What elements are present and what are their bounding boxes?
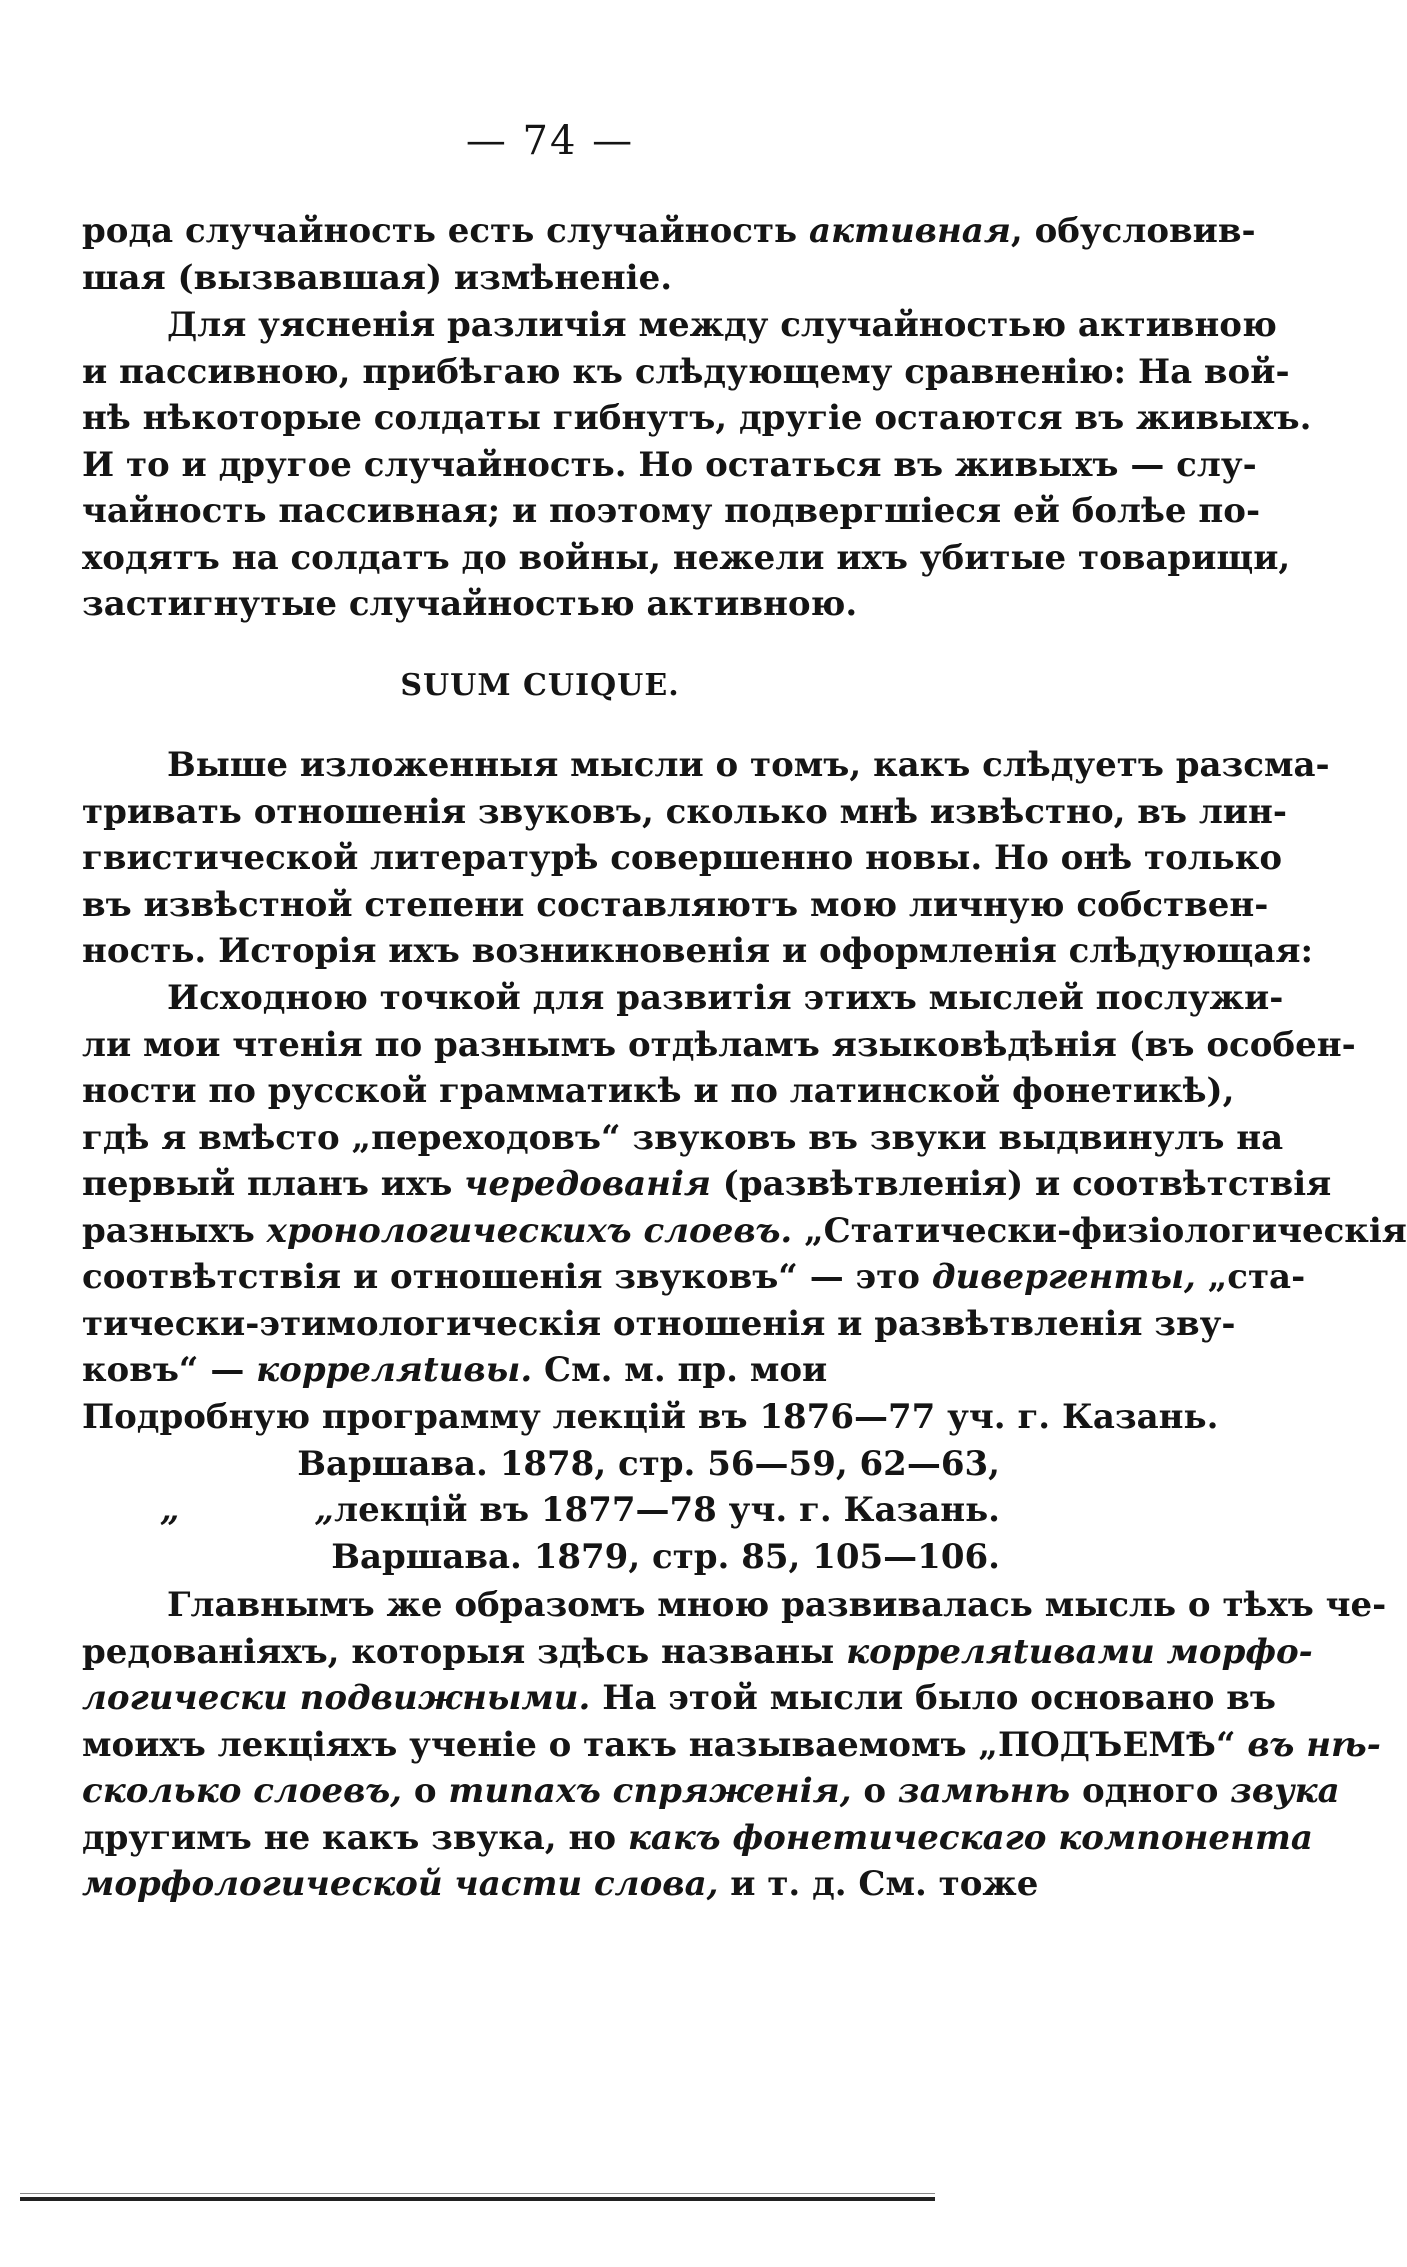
text-run: о [851, 1771, 898, 1811]
text-run: соотвѣтствія и отношенія звуковъ“ — это [82, 1257, 932, 1297]
text-run: другимъ не какъ звука, но [82, 1817, 628, 1858]
text-line [82, 208, 1256, 255]
text-run: (развѣтвленія) и соотвѣтствія [710, 1164, 1332, 1204]
bottom-rule [20, 2197, 935, 2201]
ditto-mark: „ [160, 1490, 180, 1530]
text-line: гвистической литературѣ совершенно новы. Но онѣ только [82, 838, 1282, 878]
paragraph-2 [82, 302, 1312, 628]
italic-term: хронологическихъ слоевъ. [266, 1210, 793, 1251]
spaced-term: ПОДЪЕМѢ [997, 1724, 1216, 1765]
text-line [82, 1722, 1381, 1769]
reference-line: Подробную программу лекцій въ 1876—77 уч. г. Казань. [82, 1397, 1219, 1437]
italic-term: активная [808, 211, 1011, 251]
text-run: моихъ лекціяхъ ученіе о такъ называемомъ „ [82, 1724, 998, 1765]
reference-line [82, 1441, 1000, 1488]
text-line: Для уясненія различія между случайностью активною [167, 305, 1277, 345]
italic-term: морфологической части слова, [82, 1864, 719, 1904]
text-run: Варшава. 1878, стр. 56—59, 62—63, [297, 1443, 1000, 1484]
text-run: разныхъ [82, 1210, 267, 1251]
italic-term: корреляtивы. [256, 1350, 533, 1390]
text-line [82, 1675, 1276, 1722]
text-run: Варшава. 1879, стр. 85, 105—106. [331, 1536, 1000, 1577]
text-line: тически-этимологическія отношенія и развѣтвленія зву- [82, 1303, 1236, 1344]
text-run: о [402, 1771, 449, 1811]
reference-line [82, 1534, 1000, 1581]
section-title: SUUM CUIQUE. [400, 668, 680, 703]
text-run: „Статически-физiологическія [792, 1210, 1407, 1251]
text-line: нѣ нѣкоторые солдаты гибнутъ, другіе остаются въ живыхъ. [82, 398, 1312, 438]
text-line [82, 1629, 1313, 1676]
text-line [82, 1861, 1039, 1908]
text-line: Главнымъ же образомъ мною развивалась мысль о тѣхъ че- [167, 1585, 1387, 1625]
italic-term: какъ фонетическаго компонента [627, 1817, 1313, 1858]
text-line: и пассивною, прибѣгаю къ слѣдующему сравненію: На вой- [82, 351, 1290, 392]
text-run: первый планъ ихъ [82, 1164, 465, 1204]
text-line: тривать отношенія звуковъ, сколько мнѣ извѣстно, въ лин- [82, 791, 1288, 832]
text-line: ходятъ на солдатъ до войны, нежели ихъ убитые товарищи, [82, 537, 1291, 578]
text-line [82, 1768, 1340, 1815]
text-run: См. м. пр. мои [532, 1350, 828, 1390]
text-line [82, 1208, 1407, 1255]
paragraph-4 [82, 975, 1407, 1394]
text-run: , обусловив- [1010, 211, 1256, 251]
text-line [82, 1254, 1306, 1301]
text-run: рода случайность есть случайность [82, 211, 809, 251]
italic-term: звука [1230, 1771, 1340, 1811]
italic-term: типахъ спряженія, [448, 1771, 852, 1811]
text-run: „ста- [1195, 1257, 1306, 1297]
text-line: гдѣ я вмѣсто „переходовъ“ звуковъ въ звуки выдвинулъ на [82, 1117, 1284, 1158]
page-number: — 74 — [465, 118, 635, 164]
text-line: Выше изложенныя мысли о томъ, какъ слѣдуетъ разсма- [167, 745, 1330, 785]
text-line [82, 1161, 1332, 1208]
text-line: чайность пассивная; и поэтому подвергшіеся ей болѣе по- [82, 491, 1261, 531]
text-run: и т. д. См. тоже [718, 1864, 1039, 1904]
text-run: На этой мысли было основано въ [590, 1678, 1276, 1718]
bottom-rule-thin [20, 2193, 935, 2194]
reference-line [82, 1487, 1000, 1534]
text-run: редованіяхъ, которыя здѣсь названы [82, 1631, 847, 1672]
ditto-marks [82, 1487, 334, 1534]
text-line: въ извѣстной степени составляютъ мою личную собствен- [82, 884, 1269, 925]
text-line: И то и другое случайность. Но остаться въ живыхъ — слу- [82, 444, 1257, 485]
paragraph-3 [82, 742, 1330, 975]
text-line: шая (вызвавшая) измѣненіе. [82, 257, 673, 298]
text-line: Исходною точкой для развитія этихъ мыслей послужи- [167, 978, 1284, 1018]
text-line [82, 1347, 1000, 1394]
text-run: лекцій въ 1877—78 уч. г. Казань. [334, 1490, 1000, 1530]
text-line: застигнутые случайностью активною. [82, 584, 858, 624]
ditto-mark: „ [314, 1490, 335, 1530]
text-run: одного [1070, 1771, 1231, 1811]
text-run: “ [1215, 1724, 1248, 1765]
italic-term: корреляtивами морфо- [846, 1631, 1313, 1672]
italic-term: чередованія [464, 1164, 711, 1204]
italic-term: замѣнѣ [897, 1771, 1071, 1811]
text-line [82, 1815, 1313, 1862]
paragraph-1 [82, 208, 1256, 301]
text-line: ность. Исторія ихъ возникновенія и оформленія слѣдующая: [82, 931, 1314, 971]
italic-term: логически подвижными. [82, 1678, 591, 1718]
paragraph-5 [82, 1582, 1387, 1908]
italic-term: сколько слоевъ, [82, 1771, 403, 1811]
references [82, 1394, 1219, 1580]
text-run: ковъ“ — [82, 1350, 257, 1390]
text-line: ли мои чтенія по разнымъ отдѣламъ языковѣдѣнія (въ особен- [82, 1024, 1356, 1065]
italic-term: дивергенты, [931, 1257, 1196, 1297]
text-line: ности по русской грамматикѣ и по латинской фонетикѣ), [82, 1071, 1235, 1111]
italic-term: въ нѣ- [1247, 1724, 1381, 1765]
